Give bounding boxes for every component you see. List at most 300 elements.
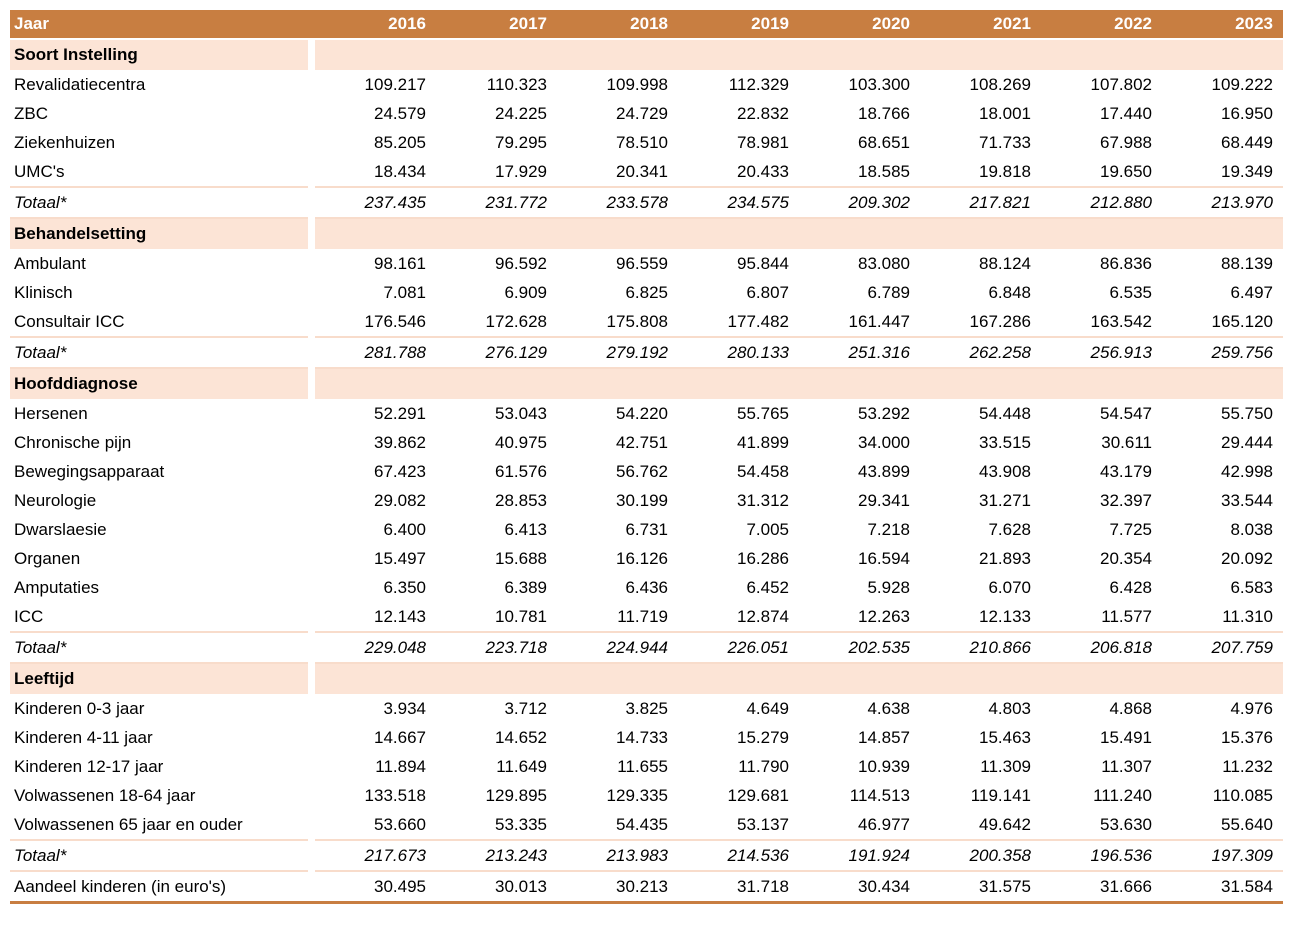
value-cell: 20.092 [1162, 544, 1283, 573]
value-cell: 251.316 [799, 336, 920, 369]
value-cell: 256.913 [1041, 336, 1162, 369]
value-cell: 7.628 [920, 515, 1041, 544]
value-cell: 43.179 [1041, 457, 1162, 486]
value-cell: 98.161 [315, 249, 436, 278]
value-cell: 19.349 [1162, 157, 1283, 186]
header-cell-year-2020: 2020 [799, 10, 920, 40]
value-cell: 17.929 [436, 157, 557, 186]
value-cell: 108.269 [920, 70, 1041, 99]
value-cell: 11.649 [436, 752, 557, 781]
value-cell: 223.718 [436, 631, 557, 664]
value-cell: 31.666 [1041, 872, 1162, 904]
value-cell: 43.908 [920, 457, 1041, 486]
value-cell: 12.133 [920, 602, 1041, 631]
table-row-hoofddiagnose-neurologie [10, 486, 1283, 515]
value-cell: 114.513 [799, 781, 920, 810]
value-cell: 6.350 [315, 573, 436, 602]
header-cell-year-2017: 2017 [436, 10, 557, 40]
row-spacer [308, 99, 315, 128]
value-cell: 67.423 [315, 457, 436, 486]
table-row-behandelsetting-consultair-icc [10, 307, 1283, 336]
value-cell: 54.458 [678, 457, 799, 486]
value-cell: 53.630 [1041, 810, 1162, 839]
row-spacer [308, 457, 315, 486]
value-cell: 33.515 [920, 428, 1041, 457]
section-row-hoofddiagnose [10, 369, 1283, 399]
value-cell: 96.559 [557, 249, 678, 278]
value-cell: 10.939 [799, 752, 920, 781]
value-cell: 103.300 [799, 70, 920, 99]
table-row-leeftijd-volwassenen-65-jaar-en-ouder [10, 810, 1283, 839]
value-cell: 200.358 [920, 839, 1041, 872]
table-row-hoofddiagnose-dwarslaesie [10, 515, 1283, 544]
value-cell: 129.681 [678, 781, 799, 810]
table-header-row [10, 10, 1283, 40]
header-cell-year-2019: 2019 [678, 10, 799, 40]
value-cell: 88.124 [920, 249, 1041, 278]
value-cell: 6.535 [1041, 278, 1162, 307]
row-label: Kinderen 4-11 jaar [10, 723, 308, 752]
section-title: Leeftijd [10, 664, 308, 694]
value-cell: 281.788 [315, 336, 436, 369]
row-spacer [308, 810, 315, 839]
value-cell: 31.584 [1162, 872, 1283, 904]
row-spacer [308, 872, 315, 904]
value-cell: 7.081 [315, 278, 436, 307]
row-spacer [308, 602, 315, 631]
value-cell: 237.435 [315, 186, 436, 219]
value-cell: 6.583 [1162, 573, 1283, 602]
table-row-soort-instelling-ziekenhuizen [10, 128, 1283, 157]
row-spacer [308, 752, 315, 781]
value-cell: 234.575 [678, 186, 799, 219]
value-cell: 213.983 [557, 839, 678, 872]
value-cell: 6.436 [557, 573, 678, 602]
value-cell: 96.592 [436, 249, 557, 278]
value-cell: 95.844 [678, 249, 799, 278]
row-spacer [308, 307, 315, 336]
value-cell: 18.766 [799, 99, 920, 128]
value-cell: 6.825 [557, 278, 678, 307]
row-spacer [308, 723, 315, 752]
value-cell: 6.413 [436, 515, 557, 544]
value-cell: 191.924 [799, 839, 920, 872]
row-label: Hersenen [10, 399, 308, 428]
table-row-soort-instelling-umc-s [10, 157, 1283, 186]
header-cell-year-2018: 2018 [557, 10, 678, 40]
row-label: Neurologie [10, 486, 308, 515]
value-cell: 3.825 [557, 694, 678, 723]
header-cell-year-2022: 2022 [1041, 10, 1162, 40]
value-cell: 24.225 [436, 99, 557, 128]
table-row-hoofddiagnose-bewegingsapparaat [10, 457, 1283, 486]
value-cell: 21.893 [920, 544, 1041, 573]
value-cell: 217.673 [315, 839, 436, 872]
value-cell: 88.139 [1162, 249, 1283, 278]
value-cell: 53.043 [436, 399, 557, 428]
value-cell: 11.719 [557, 602, 678, 631]
value-cell: 41.899 [678, 428, 799, 457]
table-row-behandelsetting-ambulant [10, 249, 1283, 278]
value-cell: 165.120 [1162, 307, 1283, 336]
value-cell: 29.341 [799, 486, 920, 515]
value-cell: 6.909 [436, 278, 557, 307]
value-cell: 11.307 [1041, 752, 1162, 781]
value-cell: 6.848 [920, 278, 1041, 307]
row-spacer [308, 781, 315, 810]
row-spacer [308, 157, 315, 186]
table-row-leeftijd-kinderen-4-11-jaar [10, 723, 1283, 752]
section-spacer [308, 219, 315, 249]
table-row-leeftijd-totaal [10, 839, 1283, 872]
value-cell: 6.731 [557, 515, 678, 544]
value-cell: 18.434 [315, 157, 436, 186]
value-cell: 61.576 [436, 457, 557, 486]
value-cell: 16.286 [678, 544, 799, 573]
table-row-soort-instelling-totaal [10, 186, 1283, 219]
section-row-soort-instelling [10, 40, 1283, 70]
value-cell: 6.400 [315, 515, 436, 544]
value-cell: 112.329 [678, 70, 799, 99]
value-cell: 83.080 [799, 249, 920, 278]
table-body [10, 40, 1283, 904]
value-cell: 109.998 [557, 70, 678, 99]
value-cell: 7.005 [678, 515, 799, 544]
value-cell: 54.435 [557, 810, 678, 839]
row-spacer [308, 428, 315, 457]
table-row-leeftijd-kinderen-0-3-jaar [10, 694, 1283, 723]
value-cell: 109.217 [315, 70, 436, 99]
value-cell: 6.807 [678, 278, 799, 307]
value-cell: 4.868 [1041, 694, 1162, 723]
value-cell: 4.803 [920, 694, 1041, 723]
value-cell: 119.141 [920, 781, 1041, 810]
row-spacer [308, 486, 315, 515]
value-cell: 53.292 [799, 399, 920, 428]
value-cell: 11.655 [557, 752, 678, 781]
table-row-hoofddiagnose-icc [10, 602, 1283, 631]
value-cell: 213.970 [1162, 186, 1283, 219]
value-cell: 7.725 [1041, 515, 1162, 544]
value-cell: 15.463 [920, 723, 1041, 752]
value-cell: 6.428 [1041, 573, 1162, 602]
row-spacer [308, 631, 315, 664]
row-label: Totaal* [10, 186, 308, 219]
value-cell: 4.976 [1162, 694, 1283, 723]
value-cell: 129.335 [557, 781, 678, 810]
value-cell: 206.818 [1041, 631, 1162, 664]
row-label: Klinisch [10, 278, 308, 307]
value-cell: 276.129 [436, 336, 557, 369]
value-cell: 279.192 [557, 336, 678, 369]
value-cell: 262.258 [920, 336, 1041, 369]
value-cell: 224.944 [557, 631, 678, 664]
value-cell: 7.218 [799, 515, 920, 544]
row-spacer [308, 694, 315, 723]
value-cell: 34.000 [799, 428, 920, 457]
value-cell: 5.928 [799, 573, 920, 602]
value-cell: 55.640 [1162, 810, 1283, 839]
value-cell: 24.729 [557, 99, 678, 128]
value-cell: 14.733 [557, 723, 678, 752]
value-cell: 110.085 [1162, 781, 1283, 810]
value-cell: 10.781 [436, 602, 557, 631]
value-cell: 20.433 [678, 157, 799, 186]
value-cell: 68.651 [799, 128, 920, 157]
value-cell: 54.220 [557, 399, 678, 428]
table-row-behandelsetting-totaal [10, 336, 1283, 369]
value-cell: 280.133 [678, 336, 799, 369]
section-title: Soort Instelling [10, 40, 308, 70]
value-cell: 229.048 [315, 631, 436, 664]
row-label: ICC [10, 602, 308, 631]
table-row-soort-instelling-revalidatiecentra [10, 70, 1283, 99]
value-cell: 109.222 [1162, 70, 1283, 99]
value-cell: 161.447 [799, 307, 920, 336]
value-cell: 6.452 [678, 573, 799, 602]
value-cell: 79.295 [436, 128, 557, 157]
value-cell: 29.082 [315, 486, 436, 515]
header-cell-year-2021: 2021 [920, 10, 1041, 40]
value-cell: 3.934 [315, 694, 436, 723]
row-spacer [308, 573, 315, 602]
value-cell: 14.652 [436, 723, 557, 752]
value-cell: 11.232 [1162, 752, 1283, 781]
jaar-table [10, 10, 1283, 904]
value-cell: 55.750 [1162, 399, 1283, 428]
row-label: Totaal* [10, 336, 308, 369]
value-cell: 11.894 [315, 752, 436, 781]
value-cell: 207.759 [1162, 631, 1283, 664]
value-cell: 30.013 [436, 872, 557, 904]
table-row-hoofddiagnose-totaal [10, 631, 1283, 664]
row-label: Totaal* [10, 631, 308, 664]
table-row-hoofddiagnose-amputaties [10, 573, 1283, 602]
table-head [10, 10, 1283, 40]
value-cell: 209.302 [799, 186, 920, 219]
table-row-behandelsetting-klinisch [10, 278, 1283, 307]
section-fill [315, 219, 1283, 249]
value-cell: 4.649 [678, 694, 799, 723]
value-cell: 85.205 [315, 128, 436, 157]
value-cell: 11.790 [678, 752, 799, 781]
value-cell: 6.497 [1162, 278, 1283, 307]
value-cell: 213.243 [436, 839, 557, 872]
section-fill [315, 369, 1283, 399]
table-row-aandeel-kinderen-in-euro-s [10, 872, 1283, 904]
value-cell: 163.542 [1041, 307, 1162, 336]
section-title: Hoofddiagnose [10, 369, 308, 399]
value-cell: 133.518 [315, 781, 436, 810]
row-label: Dwarslaesie [10, 515, 308, 544]
value-cell: 172.628 [436, 307, 557, 336]
value-cell: 8.038 [1162, 515, 1283, 544]
value-cell: 31.575 [920, 872, 1041, 904]
value-cell: 14.857 [799, 723, 920, 752]
value-cell: 212.880 [1041, 186, 1162, 219]
row-spacer [308, 128, 315, 157]
value-cell: 176.546 [315, 307, 436, 336]
value-cell: 29.444 [1162, 428, 1283, 457]
value-cell: 167.286 [920, 307, 1041, 336]
value-cell: 78.981 [678, 128, 799, 157]
value-cell: 111.240 [1041, 781, 1162, 810]
table-row-leeftijd-kinderen-12-17-jaar [10, 752, 1283, 781]
row-label: Aandeel kinderen (in euro's) [10, 872, 308, 904]
value-cell: 214.536 [678, 839, 799, 872]
value-cell: 31.312 [678, 486, 799, 515]
value-cell: 54.547 [1041, 399, 1162, 428]
value-cell: 16.594 [799, 544, 920, 573]
header-cell-jaar: Jaar [10, 10, 308, 40]
value-cell: 197.309 [1162, 839, 1283, 872]
row-label: Totaal* [10, 839, 308, 872]
value-cell: 31.718 [678, 872, 799, 904]
value-cell: 11.310 [1162, 602, 1283, 631]
value-cell: 14.667 [315, 723, 436, 752]
section-spacer [308, 40, 315, 70]
value-cell: 177.482 [678, 307, 799, 336]
section-row-behandelsetting [10, 219, 1283, 249]
value-cell: 11.309 [920, 752, 1041, 781]
section-fill [315, 40, 1283, 70]
value-cell: 6.789 [799, 278, 920, 307]
row-spacer [308, 278, 315, 307]
value-cell: 20.341 [557, 157, 678, 186]
row-label: Revalidatiecentra [10, 70, 308, 99]
table-row-hoofddiagnose-organen [10, 544, 1283, 573]
value-cell: 67.988 [1041, 128, 1162, 157]
value-cell: 22.832 [678, 99, 799, 128]
value-cell: 55.765 [678, 399, 799, 428]
row-spacer [308, 515, 315, 544]
row-label: Ambulant [10, 249, 308, 278]
value-cell: 129.895 [436, 781, 557, 810]
value-cell: 175.808 [557, 307, 678, 336]
row-spacer [308, 70, 315, 99]
row-label: Bewegingsapparaat [10, 457, 308, 486]
report-table-container [10, 10, 1283, 904]
value-cell: 17.440 [1041, 99, 1162, 128]
value-cell: 19.650 [1041, 157, 1162, 186]
row-label: Ziekenhuizen [10, 128, 308, 157]
value-cell: 107.802 [1041, 70, 1162, 99]
value-cell: 4.638 [799, 694, 920, 723]
table-row-hoofddiagnose-hersenen [10, 399, 1283, 428]
value-cell: 12.143 [315, 602, 436, 631]
section-spacer [308, 369, 315, 399]
value-cell: 6.070 [920, 573, 1041, 602]
value-cell: 15.279 [678, 723, 799, 752]
table-row-leeftijd-volwassenen-18-64-jaar [10, 781, 1283, 810]
value-cell: 40.975 [436, 428, 557, 457]
row-label: Kinderen 0-3 jaar [10, 694, 308, 723]
row-label: Chronische pijn [10, 428, 308, 457]
value-cell: 30.213 [557, 872, 678, 904]
value-cell: 24.579 [315, 99, 436, 128]
value-cell: 43.899 [799, 457, 920, 486]
value-cell: 15.491 [1041, 723, 1162, 752]
table-row-hoofddiagnose-chronische-pijn [10, 428, 1283, 457]
row-label: UMC's [10, 157, 308, 186]
value-cell: 18.585 [799, 157, 920, 186]
value-cell: 30.495 [315, 872, 436, 904]
row-spacer [308, 839, 315, 872]
value-cell: 31.271 [920, 486, 1041, 515]
row-label: Organen [10, 544, 308, 573]
value-cell: 217.821 [920, 186, 1041, 219]
section-title: Behandelsetting [10, 219, 308, 249]
row-spacer [308, 186, 315, 219]
value-cell: 49.642 [920, 810, 1041, 839]
value-cell: 259.756 [1162, 336, 1283, 369]
value-cell: 68.449 [1162, 128, 1283, 157]
row-label: Volwassenen 65 jaar en ouder [10, 810, 308, 839]
value-cell: 20.354 [1041, 544, 1162, 573]
value-cell: 210.866 [920, 631, 1041, 664]
value-cell: 15.376 [1162, 723, 1283, 752]
value-cell: 71.733 [920, 128, 1041, 157]
value-cell: 30.611 [1041, 428, 1162, 457]
value-cell: 42.998 [1162, 457, 1283, 486]
value-cell: 3.712 [436, 694, 557, 723]
value-cell: 53.660 [315, 810, 436, 839]
value-cell: 15.688 [436, 544, 557, 573]
value-cell: 53.335 [436, 810, 557, 839]
header-cell-year-2016: 2016 [315, 10, 436, 40]
value-cell: 18.001 [920, 99, 1041, 128]
value-cell: 46.977 [799, 810, 920, 839]
header-cell-year-2023: 2023 [1162, 10, 1283, 40]
value-cell: 42.751 [557, 428, 678, 457]
value-cell: 11.577 [1041, 602, 1162, 631]
value-cell: 202.535 [799, 631, 920, 664]
value-cell: 226.051 [678, 631, 799, 664]
row-label: Amputaties [10, 573, 308, 602]
section-fill [315, 664, 1283, 694]
value-cell: 39.862 [315, 428, 436, 457]
value-cell: 28.853 [436, 486, 557, 515]
value-cell: 78.510 [557, 128, 678, 157]
value-cell: 16.950 [1162, 99, 1283, 128]
section-spacer [308, 664, 315, 694]
value-cell: 196.536 [1041, 839, 1162, 872]
value-cell: 32.397 [1041, 486, 1162, 515]
header-spacer [308, 10, 315, 40]
value-cell: 110.323 [436, 70, 557, 99]
row-spacer [308, 399, 315, 428]
row-label: Consultair ICC [10, 307, 308, 336]
value-cell: 56.762 [557, 457, 678, 486]
value-cell: 86.836 [1041, 249, 1162, 278]
row-label: Volwassenen 18-64 jaar [10, 781, 308, 810]
value-cell: 15.497 [315, 544, 436, 573]
value-cell: 30.434 [799, 872, 920, 904]
value-cell: 30.199 [557, 486, 678, 515]
row-label: ZBC [10, 99, 308, 128]
value-cell: 6.389 [436, 573, 557, 602]
row-spacer [308, 249, 315, 278]
value-cell: 19.818 [920, 157, 1041, 186]
value-cell: 12.874 [678, 602, 799, 631]
row-spacer [308, 544, 315, 573]
section-row-leeftijd [10, 664, 1283, 694]
value-cell: 233.578 [557, 186, 678, 219]
value-cell: 16.126 [557, 544, 678, 573]
row-label: Kinderen 12-17 jaar [10, 752, 308, 781]
value-cell: 54.448 [920, 399, 1041, 428]
value-cell: 53.137 [678, 810, 799, 839]
